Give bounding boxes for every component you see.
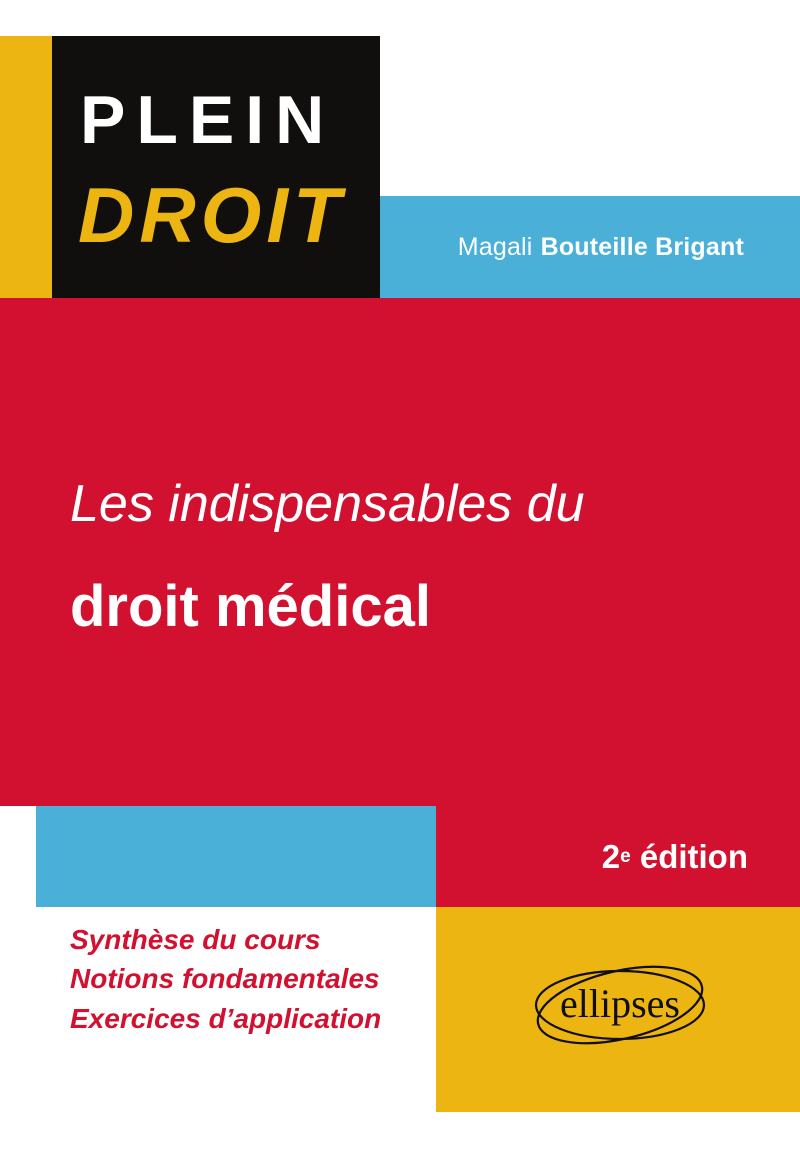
publisher-name-text: ellipses bbox=[560, 981, 680, 1026]
collection-title-line2: DROIT bbox=[78, 171, 346, 259]
author-last-name: Bouteille Brigant bbox=[540, 232, 744, 261]
feature-item-1: Synthèse du cours bbox=[70, 924, 321, 955]
author-first-name: Magali bbox=[457, 232, 533, 261]
feature-list bbox=[70, 920, 381, 1038]
feature-item-3: Exercices d’application bbox=[70, 1002, 382, 1034]
author-name bbox=[380, 196, 800, 298]
publisher-logo bbox=[520, 950, 720, 1060]
edition-word: édition bbox=[639, 837, 748, 875]
feature-item-2: Notions fondamentales bbox=[70, 963, 380, 995]
yellow-left-band bbox=[0, 36, 52, 298]
collection-title-line1: PLEIN bbox=[80, 82, 336, 158]
edition-ordinal: e bbox=[620, 845, 631, 867]
book-title-line2: droit médical bbox=[70, 574, 431, 639]
edition-label bbox=[436, 806, 800, 907]
edition-number: 2 bbox=[601, 837, 621, 875]
book-title-line1: Les indispensables du bbox=[70, 475, 585, 533]
red-title-panel bbox=[0, 298, 800, 806]
